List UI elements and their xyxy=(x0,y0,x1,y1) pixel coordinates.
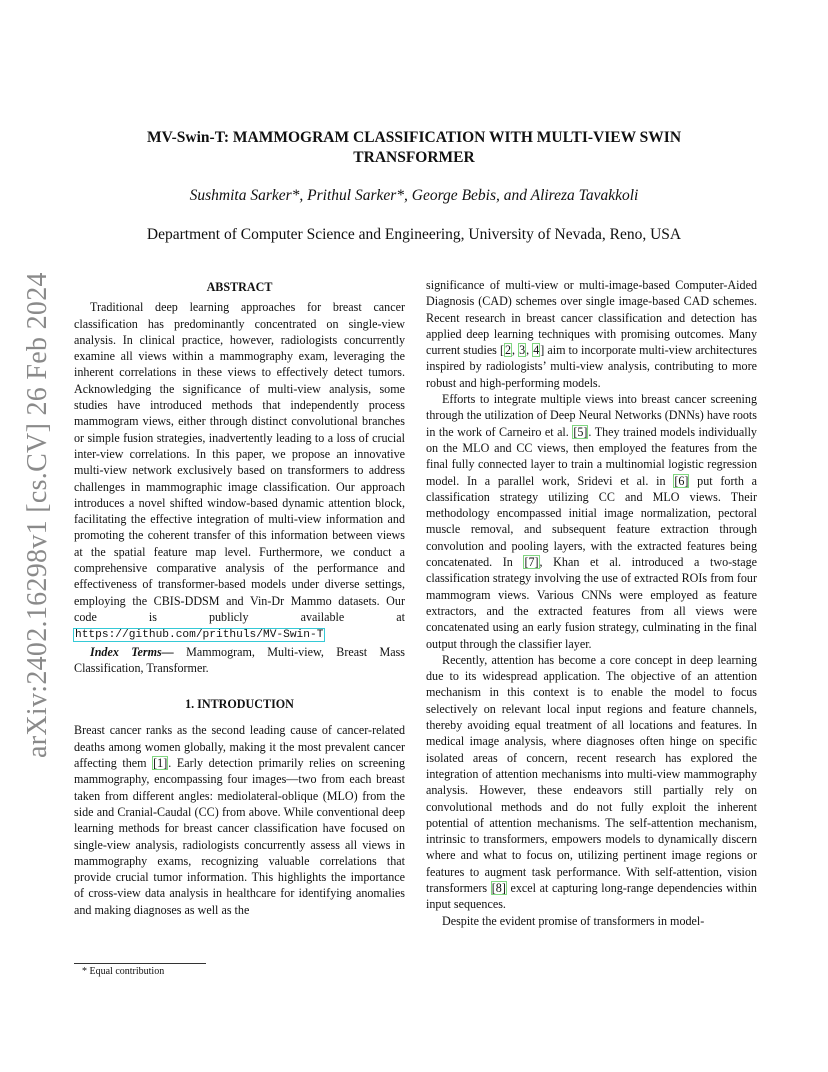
code-repository-link[interactable]: https://github.com/prithuls/MV-Swin-T xyxy=(75,629,324,642)
right-p1-text-b: aim to incorporate multi-view architectures inspired by radiologists’ multi-view analysis, contributing to more robust and high-performing models. xyxy=(426,343,757,390)
footnote-rule xyxy=(74,963,206,964)
right-paragraph-3 xyxy=(426,652,757,913)
index-terms-label: Index Terms— xyxy=(90,644,174,659)
intro-paragraph xyxy=(74,722,405,918)
affiliation: Department of Computer Science and Engineering, University of Nevada, Reno, USA xyxy=(146,226,682,243)
abstract-text: Traditional deep learning approaches for breast cancer classification has predominantly concentrated on single-view analysis. In clinical practice, however, radiologists concurrently examine all views within a mammography exam, leveraging the inherent correlations in these views to effectively detect tumors. Acknowledging the significance of multi-view analysis, some studies have introduced methods that independently process mammogram views, either through distinct convolutional branches or simple fusion strategies, inadvertently leading to a loss of crucial inter-view correlations. In this paper, we propose an innovative multi-view network exclusively based on transformers to address challenges in mammographic image classification. Our approach introduces a novel shifted window-based dynamic attention block, facilitating the effective integration of multi-view information and promoting the coherent transfer of this information between views at the spatial feature map level. Furthermore, we conduct a comprehensive comparative analysis of the performance and effectiveness of transformer-based models under diverse settings, employing the CBIS-DDSM and Vin-Dr Mammo datasets. Our code is publicly available at xyxy=(74,300,405,624)
right-paragraph-1: significance of multi-view or multi-image-based Computer-Aided Diagnosis (CAD) schemes over single image-based CAD schemes. Recent research in breast cancer classification and detection has applied deep learning techniques with promising outcomes. Many current studies [2, 3, 4] aim to incorporate multi-view architectures inspired by radiologists’ multi-view analysis, contributing to more robust and high-performing models. xyxy=(426,278,757,390)
author-list: Sushmita Sarker*, Prithul Sarker*, George Bebis, and Alireza Tavakkoli xyxy=(189,187,639,204)
citation-link[interactable]: 2 xyxy=(504,343,512,358)
right-paragraph-2 xyxy=(426,391,757,652)
footnote: * Equal contribution xyxy=(82,966,165,977)
citation-link[interactable]: 3 xyxy=(519,343,526,358)
index-terms-text: Mammogram, Multi-view, Breast Mass Classification, Transformer. xyxy=(74,644,405,675)
paper-title xyxy=(110,128,718,168)
right-paragraph-4: Despite the evident promise of transformers in model- xyxy=(442,913,705,928)
right-p2-text-a: Efforts to integrate multiple views into breast cancer screening through the utilization of Deep Neural Networks (DNNs) have roots in the work of Carneiro et al. xyxy=(426,392,757,439)
abstract-heading: ABSTRACT xyxy=(206,280,273,294)
introduction-heading: 1. INTRODUCTION xyxy=(185,697,294,712)
left-column xyxy=(74,279,405,918)
right-p2-text-c: put forth a classification strategy utilizing CC and MLO views. Their methodology encompassed initial image normalization, pectoral muscle removal, and subsequent feature extraction through convolution and pooling layers, with the extracted features being concatenated. In xyxy=(426,473,757,570)
citation-link[interactable]: 4 xyxy=(533,343,540,358)
intro-text-b: . Early detection primarily relies on screening mammography, encompassing four images—two from each breast taken from different angles: mediolateral-oblique (MLO) from the side and Cranial-Caudal (CC) from above. While conventional deep learning methods for breast cancer classification have focused on single-view analysis, radiologists concurrently assess all views in mammography exams, recognizing valuable correlations that provide crucial tumor information. This highlights the importance of cross-view data analysis in healthcare for identifying anomalies and making diagnoses as well as the xyxy=(74,756,405,917)
index-terms xyxy=(74,644,405,677)
right-p1-text-a: significance of multi-view or multi-image-based Computer-Aided Diagnosis (CAD) schemes over single image-based CAD schemes. Recent research in breast cancer classification and detection has applied deep learning techniques with promising outcomes. Many current studies xyxy=(426,278,757,358)
citation-link[interactable]: [7] xyxy=(524,555,539,570)
citation-link[interactable]: [8] xyxy=(491,880,506,895)
abstract-paragraph xyxy=(74,299,405,643)
citation-link[interactable]: [6] xyxy=(674,473,689,488)
right-p3-text-a: Recently, attention has become a core concept in deep learning due to its widespread application. The objective of an attention mechanism in this context is to enable the model to focus selectively on relevant local input regions and feature channels, thereby avoiding equal treatment of all locations and features. In medical image analysis, where diagnoses often hinge on specific isolated areas of concern, recent research has explored the integration of attention mechanisms into multi-view mammography analysis. However, these endeavors still partially rely on convolutional methods and do not fully exploit the inherent potential of attention mechanisms. The self-attention mechanism, intrinsic to transformers, empowers models to dynamically discern where and what to focus on, utilizing pertinent image regions or features to augment task performance. With self-attention, vision transformers xyxy=(426,652,757,895)
right-p3-text-b: excel at capturing long-range dependencies within input sequences. xyxy=(426,880,757,912)
right-p2-text-b: . They trained models individually on the MLO and CC views, then employed the features from the final fully connected layer to train a multinomial logistic regression model. In a parallel work, Sridevi et al. in xyxy=(426,424,757,488)
citation-link[interactable]: [5] xyxy=(573,424,588,439)
title-line-2: TRANSFORMER xyxy=(353,149,475,166)
right-p2-text-d: , Khan et al. introduced a two-stage classification strategy involving the use of extracted ROIs from four mammogram views. Various CNNs were employed as feature extractors, and the extracted features from all views were concatenated using an early fusion strategy, culminating in the final output through the classifier layer. xyxy=(426,555,757,651)
citation-link[interactable]: [1] xyxy=(153,756,168,771)
intro-text-a: Breast cancer ranks as the second leading cause of cancer-related deaths among women globally, making it the most prevalent cancer affecting them xyxy=(74,723,405,771)
arxiv-identifier: arXiv:2402.16298v1 [cs.CV] 26 Feb 2024 xyxy=(22,272,53,758)
title-line-1: MV-Swin-T: MAMMOGRAM CLASSIFICATION WITH MULTI-VIEW SWIN xyxy=(146,129,682,146)
right-column xyxy=(426,277,757,929)
